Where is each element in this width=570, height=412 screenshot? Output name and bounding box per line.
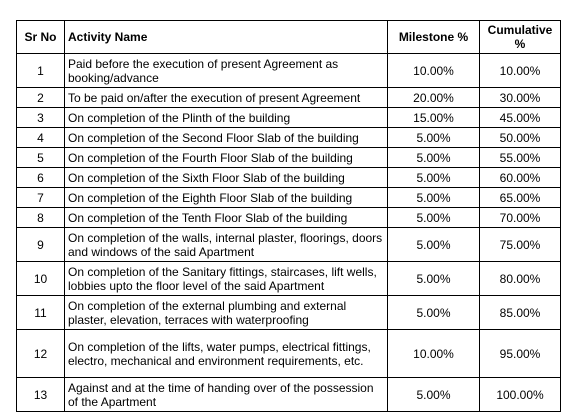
sr-no-cell: 2: [17, 88, 65, 108]
table-row: [17, 128, 561, 148]
payment-schedule-table: [16, 20, 561, 412]
milestone-cell: 5.00%: [388, 228, 480, 262]
activity-cell: To be paid on/after the execution of present Agreement: [65, 88, 388, 108]
table-row: [17, 378, 561, 412]
cumulative-cell: 75.00%: [480, 228, 561, 262]
milestone-cell: 5.00%: [388, 296, 480, 330]
header-sr-no: Sr No: [17, 21, 65, 54]
sr-no-cell: 6: [17, 168, 65, 188]
activity-cell: On completion of the Sanitary fittings, staircases, lift wells, lobbies upto the floor level of the said Apartment: [65, 262, 388, 296]
table-row: [17, 108, 561, 128]
activity-cell: On completion of the Eighth Floor Slab of the building: [65, 188, 388, 208]
sr-no-cell: 13: [17, 378, 65, 412]
cumulative-cell: 70.00%: [480, 208, 561, 228]
table-row: [17, 228, 561, 262]
sr-no-cell: 1: [17, 54, 65, 88]
milestone-cell: 5.00%: [388, 378, 480, 412]
table-row: [17, 88, 561, 108]
sr-no-cell: 4: [17, 128, 65, 148]
sr-no-cell: 9: [17, 228, 65, 262]
table-row: [17, 188, 561, 208]
table-row: [17, 208, 561, 228]
sr-no-cell: 8: [17, 208, 65, 228]
cumulative-cell: 55.00%: [480, 148, 561, 168]
milestone-cell: 10.00%: [388, 330, 480, 378]
activity-cell: Paid before the execution of present Agreement as booking/advance: [65, 54, 388, 88]
activity-cell: On completion of the Second Floor Slab of the building: [65, 128, 388, 148]
milestone-cell: 5.00%: [388, 188, 480, 208]
cumulative-cell: 45.00%: [480, 108, 561, 128]
activity-cell: On completion of the Sixth Floor Slab of the building: [65, 168, 388, 188]
table-row: [17, 148, 561, 168]
header-milestone: Milestone %: [388, 21, 480, 54]
activity-cell: On completion of the walls, internal plaster, floorings, doors and windows of the said Apartment: [65, 228, 388, 262]
cumulative-cell: 80.00%: [480, 262, 561, 296]
header-cumulative: Cumulative %: [480, 21, 561, 54]
activity-cell: On completion of the lifts, water pumps, electrical fittings, electro, mechanical and environment requirements, etc.: [65, 330, 388, 378]
cumulative-cell: 85.00%: [480, 296, 561, 330]
milestone-cell: 15.00%: [388, 108, 480, 128]
table-row: [17, 168, 561, 188]
activity-cell: On completion of the Plinth of the building: [65, 108, 388, 128]
milestone-cell: 5.00%: [388, 128, 480, 148]
cumulative-cell: 10.00%: [480, 54, 561, 88]
cumulative-cell: 30.00%: [480, 88, 561, 108]
sr-no-cell: 10: [17, 262, 65, 296]
activity-cell: On completion of the Tenth Floor Slab of the building: [65, 208, 388, 228]
milestone-cell: 5.00%: [388, 168, 480, 188]
milestone-cell: 10.00%: [388, 54, 480, 88]
sr-no-cell: 12: [17, 330, 65, 378]
cumulative-cell: 95.00%: [480, 330, 561, 378]
table-row: [17, 54, 561, 88]
cumulative-cell: 60.00%: [480, 168, 561, 188]
sr-no-cell: 7: [17, 188, 65, 208]
milestone-cell: 5.00%: [388, 262, 480, 296]
activity-cell: Against and at the time of handing over of the possession of the Apartment: [65, 378, 388, 412]
sr-no-cell: 3: [17, 108, 65, 128]
table-header-row: [17, 21, 561, 54]
milestone-cell: 5.00%: [388, 148, 480, 168]
table-row: [17, 262, 561, 296]
table-row: [17, 330, 561, 378]
milestone-cell: 20.00%: [388, 88, 480, 108]
cumulative-cell: 100.00%: [480, 378, 561, 412]
sr-no-cell: 5: [17, 148, 65, 168]
header-activity-name: Activity Name: [65, 21, 388, 54]
activity-cell: On completion of the Fourth Floor Slab of the building: [65, 148, 388, 168]
activity-cell: On completion of the external plumbing and external plaster, elevation, terraces with waterproofing: [65, 296, 388, 330]
milestone-cell: 5.00%: [388, 208, 480, 228]
cumulative-cell: 65.00%: [480, 188, 561, 208]
sr-no-cell: 11: [17, 296, 65, 330]
cumulative-cell: 50.00%: [480, 128, 561, 148]
payment-schedule: [16, 20, 560, 412]
table-row: [17, 296, 561, 330]
